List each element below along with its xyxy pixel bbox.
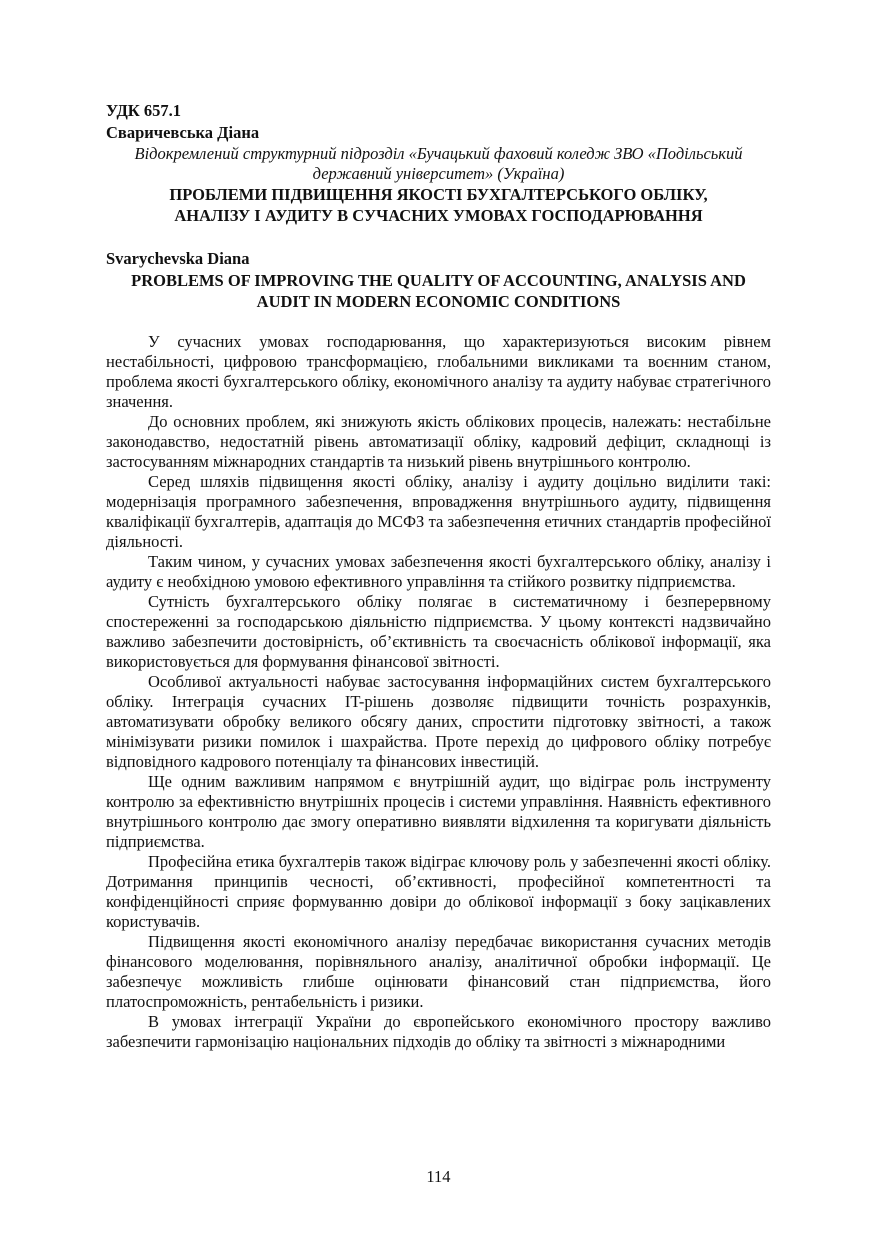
title-en-line-1: PROBLEMS OF IMPROVING THE QUALITY OF ACCOUNTING, ANALYSIS AND (131, 271, 746, 290)
author-name-en: Svarychevska Diana (106, 249, 250, 268)
body-paragraph: У сучасних умовах господарювання, що характеризуються високим рівнем нестабільності, цифровою трансформацією, глобальними викликами та воєнним станом, проблема якості бухгалтерського обліку, економічного аналізу та аудиту набуває стратегічного значення. (106, 332, 771, 411)
body-paragraph: В умовах інтеграції України до європейського економічного простору важливо забезпечити гармонізацію національних підходів до обліку та звітності з міжнародними (106, 1012, 771, 1051)
udk-code: УДК 657.1 (106, 101, 182, 120)
body-paragraph: До основних проблем, які знижують якість облікових процесів, належать: нестабільне законодавство, недостатній рівень автоматизації обліку, кадровий дефіцит, складнощі із застосуванням міжнародних стандартів та низький рівень внутрішнього контролю. (106, 412, 771, 471)
page-number: 114 (426, 1167, 451, 1186)
body-paragraph: Особливої актуальності набуває застосування інформаційних систем бухгалтерського обліку. Інтеграція сучасних IT-рішень дозволяє підвищити точність розрахунків, автоматизувати обробку великого обсягу даних, спростити підготовку звітності, а також мінімізувати ризики помилок і шахрайства. Проте перехід до цифрового обліку потребує відповідного кадрового потенціалу та фінансових інвестицій. (106, 672, 771, 771)
title-en-line-2: AUDIT IN MODERN ECONOMIC CONDITIONS (256, 292, 621, 311)
body-paragraph: Таким чином, у сучасних умовах забезпечення якості бухгалтерського обліку, аналізу і аудиту є необхідною умовою ефективного управління та стійкого розвитку підприємства. (106, 552, 771, 591)
title-uk-line-1: ПРОБЛЕМИ ПІДВИЩЕННЯ ЯКОСТІ БУХГАЛТЕРСЬКОГО ОБЛІКУ, (169, 185, 708, 204)
body-paragraph: Підвищення якості економічного аналізу передбачає використання сучасних методів фінансового моделювання, порівняльного аналізу, аналітичної обробки інформації. Це забезпечує можливість глибше оцінювати фінансовий стан підприємства, його платоспроможність, рентабельність і ризики. (106, 932, 771, 1011)
author-affiliation: Відокремлений структурний підрозділ «Бучацький фаховий коледж ЗВО «Подільський державний університет» (Україна) (134, 144, 743, 183)
paper-page (106, 100, 771, 1052)
body-paragraph: Професійна етика бухгалтерів також відіграє ключову роль у забезпеченні якості обліку. Дотримання принципів чесності, об’єктивності, професійної компетентності та конфіденційності сприяє формуванню довіри до облікової інформації з боку зацікавлених користувачів. (106, 852, 771, 931)
body-paragraph: Серед шляхів підвищення якості обліку, аналізу і аудиту доцільно виділити такі: модернізація програмного забезпечення, впровадження внутрішнього аудиту, підвищення кваліфікації бухгалтерів, адаптація до МСФЗ та забезпечення етичних стандартів професійної діяльності. (106, 472, 771, 551)
author-name-uk: Сваричевська Діана (106, 123, 260, 142)
body-paragraph: Сутність бухгалтерського обліку полягає в систематичному і безперервному спостереженні за господарською діяльністю підприємства. У цьому контексті надзвичайно важливо забезпечити достовірність, об’єктивність та своєчасність облікової інформації, яка використовується для формування фінансової звітності. (106, 592, 771, 671)
spacer (106, 226, 771, 248)
body-paragraph: Ще одним важливим напрямом є внутрішній аудит, що відіграє роль інструменту контролю за ефективністю внутрішніх процесів і системи управління. Наявність ефективного внутрішнього контролю дає змогу оперативно виявляти відхилення та коригувати діяльність підприємства. (106, 772, 771, 851)
title-uk-line-2: АНАЛІЗУ І АУДИТУ В СУЧАСНИХ УМОВАХ ГОСПОДАРЮВАННЯ (174, 206, 703, 225)
article-body (106, 332, 771, 1052)
